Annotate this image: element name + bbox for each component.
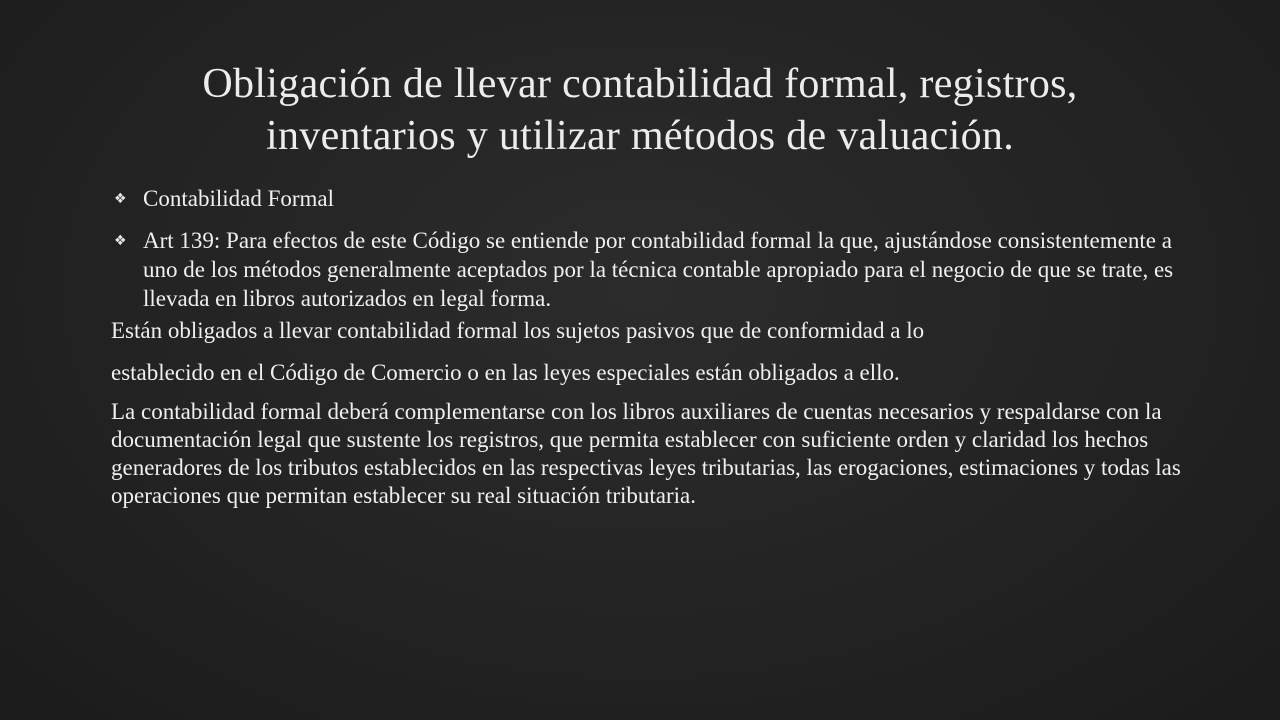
paragraph: La contabilidad formal deberá complementarse con los libros auxiliares de cuentas necesarios y respaldarse con la documentación legal que sustente los registros, que permita establecer con suficiente orden y claridad los hechos generadores de los tributos establecidos en las respectivas leyes tributarias, las erogaciones, estimaciones y todas las operaciones que permitan establecer su real situación tributaria. [111,399,1181,508]
bullet-text: Art 139: Para efectos de este Código se entiende por contabilidad formal la que, ajustándose consistentemente a uno de los métodos generalmente aceptados por la técnica contable apropiado para el negocio de que se trate, es llevada en libros autorizados en legal forma. [143,228,1174,311]
bullet-item [111,226,1191,313]
slide-title-line: Obligación de llevar contabilidad formal, registros, [202,61,1078,107]
slide-title [60,58,1220,162]
bullet-item [111,184,1191,213]
diamond-bullet-icon: ❖ [114,233,127,249]
slide-body [111,184,1191,510]
diamond-bullet-icon: ❖ [114,191,127,207]
paragraph-line: Están obligados a llevar contabilidad formal los sujetos pasivos que de conformidad a lo [111,318,925,343]
bullet-text: Contabilidad Formal [143,186,335,211]
paragraph-line: establecido en el Código de Comercio o en las leyes especiales están obligados a ello. [111,360,900,385]
slide-title-line: inventarios y utilizar métodos de valuación. [266,113,1014,159]
